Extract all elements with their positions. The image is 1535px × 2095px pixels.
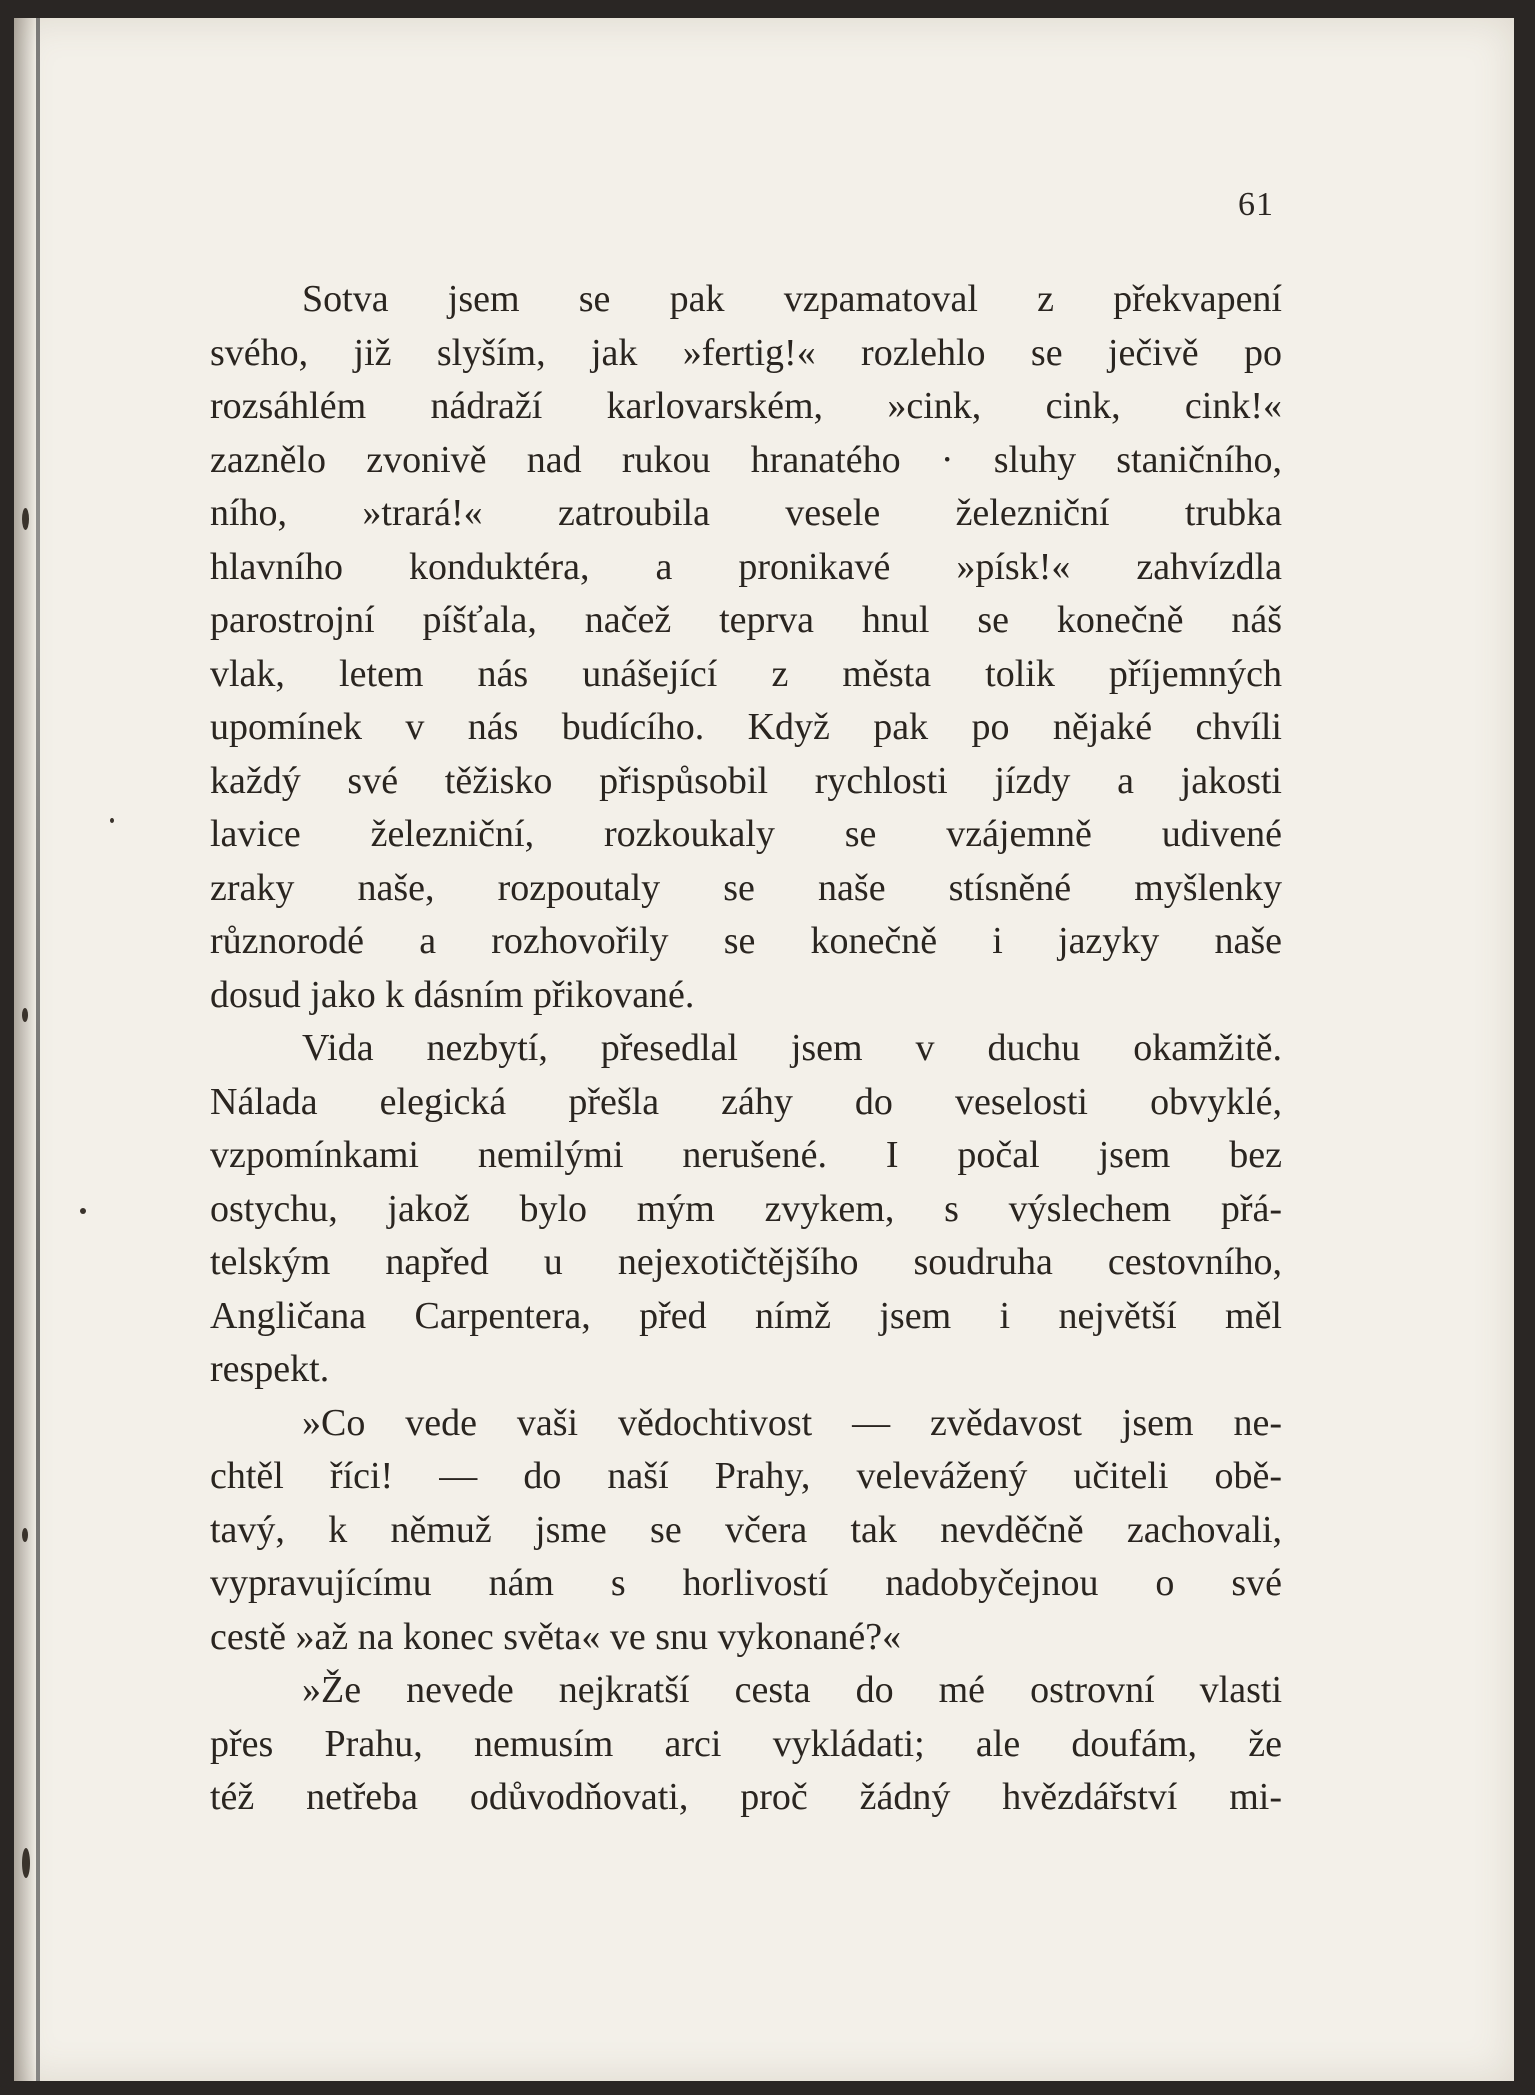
text-line: rozsáhlém nádraží karlovarském, »cink, cink, cink!« <box>210 385 1282 427</box>
text-line: respekt. <box>210 1348 330 1390</box>
text-line: upomínek v nás budícího. Když pak po nějaké chvíli <box>210 706 1282 748</box>
text-line: též netřeba odůvodňovati, proč žádný hvězdářství mi- <box>210 1776 1282 1818</box>
text-line: cestě »až na konec světa« ve snu vykonané?« <box>210 1615 902 1658</box>
text-line: lavice železniční, rozkoukaly se vzájemně udivené <box>210 813 1282 855</box>
text-line: Nálada elegická přešla záhy do veselosti obvyklé, <box>210 1080 1282 1123</box>
paragraph-4 <box>210 1664 1282 1825</box>
paragraph-3 <box>210 1397 1282 1665</box>
text-line: vzpomínkami nemilými nerušené. I počal jsem bez <box>210 1134 1282 1176</box>
text-line: ostychu, jakož bylo mým zvykem, s výslechem přá- <box>210 1187 1282 1230</box>
binding-shadow <box>14 18 36 2081</box>
paragraph-2 <box>210 1022 1282 1397</box>
text-line: Vida nezbytí, přesedlal jsem v duchu okamžitě. <box>302 1027 1282 1069</box>
body-text <box>210 273 1282 1825</box>
text-line: zraky naše, rozpoutaly se naše stísněné myšlenky <box>210 866 1282 909</box>
scan-speck <box>80 1208 86 1214</box>
text-line: Angličana Carpentera, před nímž jsem i největší měl <box>210 1294 1282 1337</box>
text-line: přes Prahu, nemusím arci vykládati; ale doufám, že <box>210 1722 1282 1765</box>
text-line: chtěl říci! — do naší Prahy, velevážený učiteli obě- <box>210 1455 1282 1497</box>
text-line: vlak, letem nás unášející z města tolik příjemných <box>210 652 1282 695</box>
text-line: Sotva jsem se pak vzpamatoval z překvapení <box>302 278 1282 320</box>
text-line: tavý, k němuž jsme se včera tak nevděčně zachovali, <box>210 1508 1282 1551</box>
text-line: parostrojní píšťala, načež teprva hnul se konečně náš <box>210 599 1282 641</box>
scan-speck <box>22 1008 28 1022</box>
text-line: vypravujícímu nám s horlivostí nadobyčejnou o své <box>210 1562 1282 1604</box>
text-line: telským napřed u nejexotičtějšího soudruha cestovního, <box>210 1241 1282 1283</box>
text-line: hlavního konduktéra, a pronikavé »písk!« zahvízdla <box>210 545 1282 588</box>
text-line: různorodé a rozhovořily se konečně i jazyky naše <box>210 920 1282 962</box>
binding-edge <box>36 18 40 2081</box>
scan-speck <box>22 1848 30 1878</box>
text-line: každý své těžisko přispůsobil rychlosti jízdy a jakosti <box>210 759 1282 802</box>
scan-speck <box>22 508 29 530</box>
scan-speck <box>22 1528 28 1542</box>
page-number: 61 <box>1238 186 1274 223</box>
paragraph-1 <box>210 273 1282 1022</box>
book-page <box>14 18 1514 2081</box>
text-line: »Co vede vaši vědochtivost — zvědavost jsem ne- <box>302 1401 1282 1444</box>
text-line: dosud jako k dásním přikované. <box>210 973 695 1016</box>
text-line: svého, již slyším, jak »fertig!« rozlehlo se ječivě po <box>210 331 1282 374</box>
text-line: »Že nevede nejkratší cesta do mé ostrovní vlasti <box>302 1669 1282 1711</box>
text-line: ního, »trará!« zatroubila vesele železniční trubka <box>210 492 1282 534</box>
scan-speck <box>110 818 114 823</box>
text-line: zaznělo zvonivě nad rukou hranatého · sluhy staničního, <box>210 438 1282 481</box>
